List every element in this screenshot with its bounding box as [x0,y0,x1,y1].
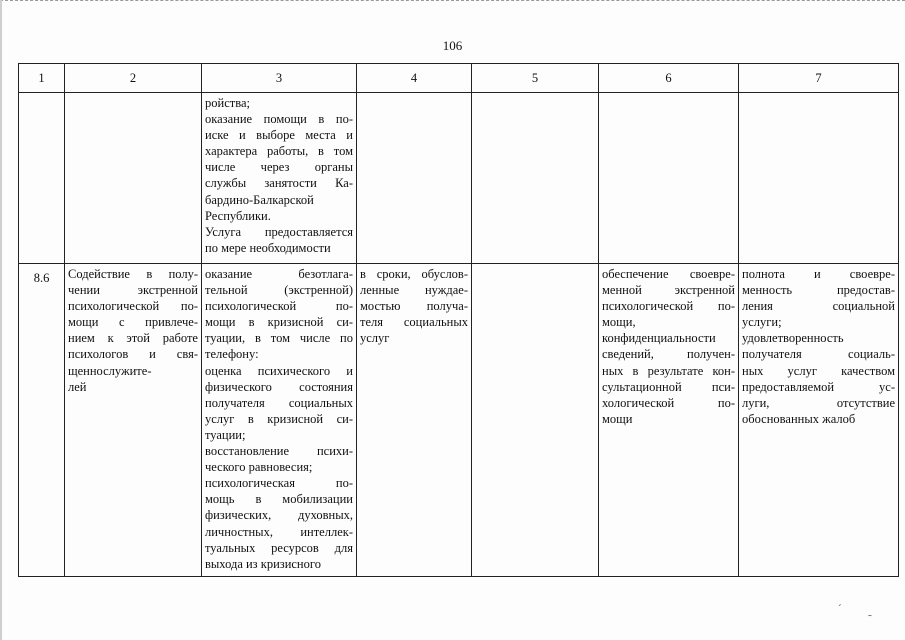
header-col-3: 3 [202,64,357,93]
service-description-cell-line: туальных ресурсов для [205,540,353,555]
service-name-cell-line: психологической по- [68,299,198,314]
service-description-cell-line: оценка психического и [205,363,353,378]
service-description-cell-line: оказание безотлага- [205,267,353,281]
service-name-cell-line: нием к этой работе [68,331,198,346]
service-quality-cell-line: удовлетворенность [742,331,844,346]
header-col-4: 4 [357,64,472,93]
service-quality-cell [739,264,899,577]
service-conditions-cell [599,264,739,577]
service-terms-cell-line: теля социальных [360,315,468,330]
service-conditions-cell-line: сультационной пси- [602,379,735,394]
scan-speck-2: ˷ [868,605,872,617]
service-description-cell-line: туации, в том числе по [205,331,353,346]
cont-cell-1 [19,93,65,264]
service-description-cell-line: мощь в мобилизации [205,492,353,507]
service-quality-cell-line: полнота и своевре- [742,267,895,281]
table-row-continuation [19,93,899,264]
cont-cell-3-line: числе через органы [205,160,353,175]
service-description-cell-line: физических, духовных, [205,508,353,523]
cont-cell-7 [739,93,899,264]
service-quality-cell-line: обоснованных жалоб [742,411,856,426]
service-name-cell-line: щеннослужите- [68,363,152,378]
service-description-cell-line: восстановление психи- [205,444,353,459]
service-description-cell-line: мощи в кризисной си- [205,315,353,330]
service-description-cell-line: психологическая по- [205,476,353,491]
service-description-cell-line: получателя социальных [205,395,353,410]
service-quality-cell-line: луги, отсутствие [742,395,895,410]
services-table [18,63,899,577]
service-conditions-cell-line: конфиденциальности [602,331,716,346]
service-name-cell [65,264,202,577]
service-terms-cell-line: мостью получа- [360,299,468,314]
service-description-cell-line: выхода из кризисного [205,556,321,571]
service-description-cell [202,264,357,577]
cont-cell-3-line: Услуга предоставляется [205,224,353,239]
cont-cell-3-line: по мере необходимости [205,240,331,255]
header-row [19,64,899,93]
service-conditions-cell-line: психологической по- [602,299,735,314]
service-description-cell-line: тельной (экстренной) [205,283,353,298]
cont-cell-3-line: Республики. [205,208,271,223]
service-name-cell-line: Содействие в полу- [68,267,198,281]
header-col-1: 1 [19,64,65,93]
service-description-cell-line: телефону: [205,347,259,362]
service-quality-cell-line: ных услуг качеством [742,363,895,378]
cont-cell-3-line: оказание помощи в по- [205,112,353,127]
service-description-cell-line: психологической по- [205,299,353,314]
scan-edge-top [0,0,905,5]
service-terms-cell-line: в сроки, обуслов- [360,267,468,281]
service-quality-cell-line: менность предостав- [742,283,895,298]
cont-cell-3-line: характера работы, в том [205,144,353,159]
service-col5-cell [472,264,599,577]
row-number: 8.6 [19,264,65,577]
cont-cell-6 [599,93,739,264]
service-conditions-cell-line: мощи, [602,315,636,330]
service-quality-cell-line: ления социальной [742,299,895,314]
scan-edge-left [0,0,2,640]
service-conditions-cell-line: хологической по- [602,395,735,410]
service-quality-cell-line: предоставляемой ус- [742,379,895,394]
service-description-cell-line: туации; [205,427,246,442]
cont-cell-5 [472,93,599,264]
service-name-cell-line: лей [68,379,87,394]
service-terms-cell-line: ленные нуждае- [360,283,468,298]
page-number: 106 [442,38,463,53]
cont-cell-2 [65,93,202,264]
service-description-cell-line: личностных, интеллек- [205,524,353,539]
cont-cell-3-line: ройства; [205,96,250,110]
service-quality-cell-line: получателя социаль- [742,347,895,362]
service-quality-cell-line: услуги; [742,315,782,330]
service-terms-cell [357,264,472,577]
service-name-cell-line: психологов и свя- [68,347,198,362]
service-description-cell-line: ческого равновесия; [205,460,313,475]
service-conditions-cell-line: ных в результате кон- [602,363,735,378]
cont-cell-4 [357,93,472,264]
cont-cell-3 [202,93,357,264]
header-col-7: 7 [739,64,899,93]
service-name-cell-line: мощи с привлече- [68,315,198,330]
cont-cell-3-line: иске и выборе места и [205,128,353,143]
cont-cell-3-line: бардино-Балкарской [205,192,314,207]
service-conditions-cell-line: сведений, получен- [602,347,735,362]
service-description-cell-line: физического состояния [205,379,353,394]
cont-cell-3-line: службы занятости Ка- [205,176,353,191]
service-terms-cell-line: услуг [360,331,390,346]
service-conditions-cell-line: менной экстренной [602,283,735,298]
header-col-6: 6 [599,64,739,93]
service-conditions-cell-line: обеспечение своевре- [602,267,735,281]
service-conditions-cell-line: мощи [602,411,633,426]
service-name-cell-line: чении экстренной [68,283,198,298]
service-description-cell-line: услуг в кризисной си- [205,411,353,426]
header-col-2: 2 [65,64,202,93]
header-col-5: 5 [472,64,599,93]
table-row-8-6 [19,264,899,577]
scan-speck-1: ˊ [838,603,842,615]
